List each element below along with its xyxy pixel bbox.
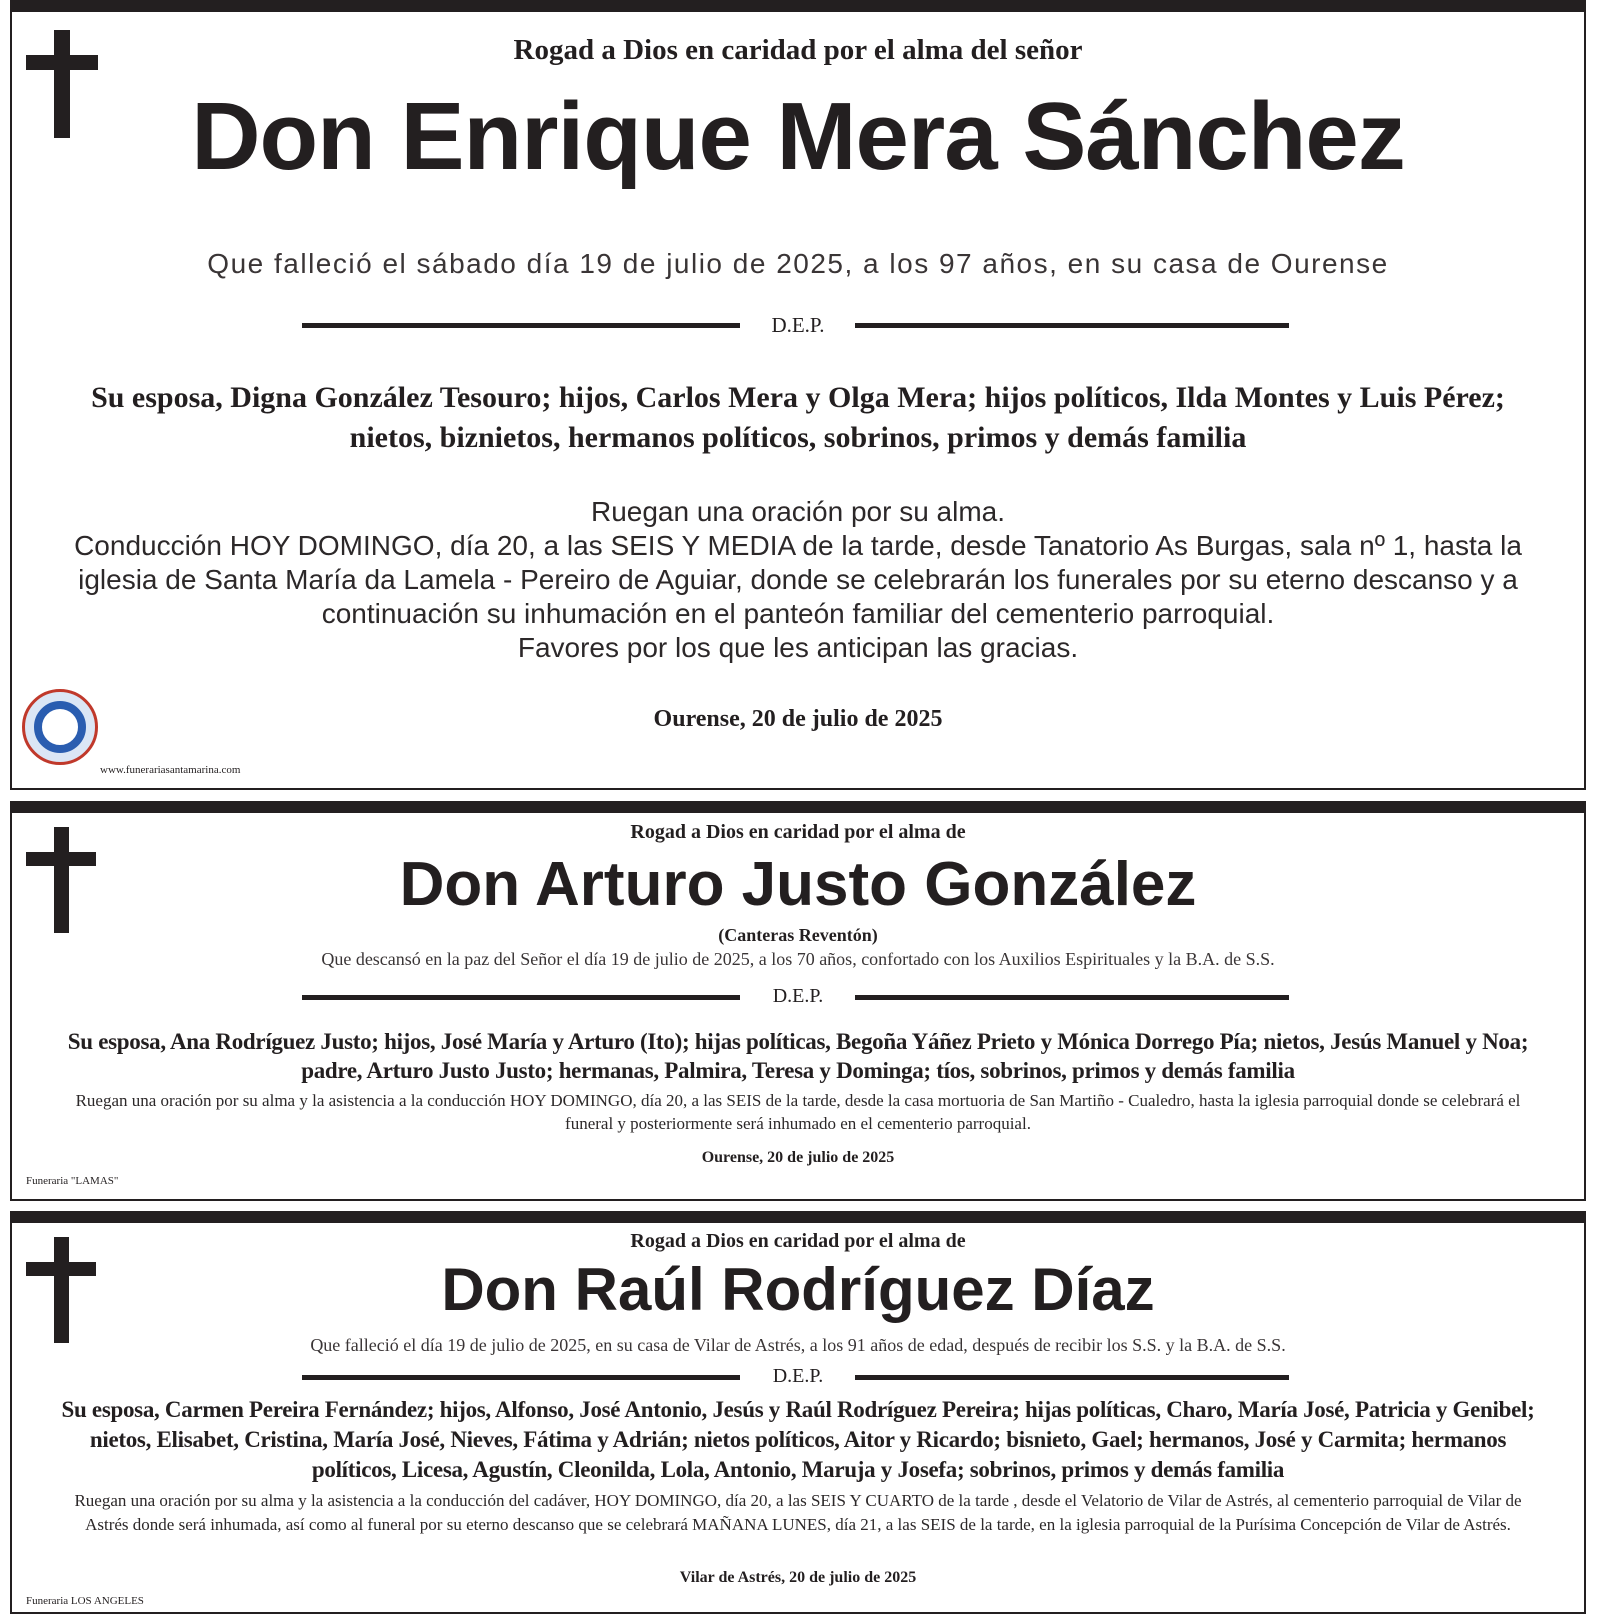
- body-line: Favores por los que les anticipan las gracias.: [517, 632, 1079, 663]
- notice-date: Ourense, 20 de julio de 2025: [653, 706, 943, 732]
- deceased-nickname: (Canteras Reventón): [718, 925, 878, 945]
- obituary-notice-1: [10, 0, 1586, 790]
- funeral-home-name: Funeraria "LAMAS": [26, 1175, 119, 1187]
- dep-divider: [12, 315, 1584, 335]
- service-details: Ruegan una oración por su alma y la asistencia a la conducción del cadáver, HOY DOMINGO, día 20, a las SEIS Y CUARTO de la tarde , desde el Velatorio de Vilar de Astrés, al cementerio parroquial de Vilar de Astrés donde será inhumada, así como al funeral por su eterno descanso que se celebrará MAÑANA LUNES, día 21, a las SEIS de la tarde, en la iglesia parroquial de la Purísima Concepción de Vilar de Astrés.: [74, 1491, 1522, 1534]
- notice-date: Vilar de Astrés, 20 de julio de 2025: [679, 1569, 917, 1586]
- death-statement: Que descansó en la paz del Señor el día 19 de julio de 2025, a los 70 años, confortado con los Auxilios Espirituales y la B.A. de S.S.: [321, 949, 1275, 969]
- service-details: Ruegan una oración por su alma y la asistencia a la conducción HOY DOMINGO, día 20, a las SEIS de la tarde, desde la casa mortuoria de San Martiño - Cualedro, hasta la iglesia parroquial donde se celebrará el funeral y posteriormente será inhumado en el cementerio parroquial.: [75, 1091, 1521, 1133]
- obituary-notice-3: [10, 1211, 1586, 1614]
- dep-divider: [12, 1367, 1584, 1387]
- dep-label: D.E.P.: [772, 1365, 824, 1387]
- prayer-heading: Rogad a Dios en caridad por el alma del señor: [513, 34, 1083, 66]
- funeral-home-logo-icon: [22, 689, 98, 765]
- family-list: Su esposa, Ana Rodríguez Justo; hijos, José María y Arturo (Ito); hijas políticas, Begoña Yáñez Prieto y Mónica Dorrego Pía; nietos, Jesús Manuel y Noa; padre, Arturo Justo Justo; hermanas, Palmira, Teresa y Dominga; tíos, sobrinos, primos y demás familia: [67, 1029, 1529, 1083]
- body-line: Ruegan una oración por su alma.: [590, 496, 1006, 527]
- prayer-heading: Rogad a Dios en caridad por el alma de: [630, 1230, 966, 1252]
- divider-line-right: [855, 1375, 1289, 1380]
- prayer-heading: Rogad a Dios en caridad por el alma de: [630, 821, 966, 843]
- body-line: Conducción HOY DOMINGO, día 20, a las SEIS Y MEDIA de la tarde, desde Tanatorio As Burgas, sala nº 1, hasta la iglesia de Santa María da Lamela - Pereiro de Aguiar, donde se celebrarán los funerales por su eterno descanso y a continuación su inhumación en el panteón familiar del cementerio parroquial.: [74, 530, 1522, 629]
- family-list: Su esposa, Carmen Pereira Fernández; hijos, Alfonso, José Antonio, Jesús y Raúl Rodríguez Pereira; hijas políticas, Charo, María José, Patricia y Genibel; nietos, Elisabet, Cristina, María José, Nieves, Fátima y Adrián; nietos políticos, Aitor y Ricardo; bisnieto, Gael; hermanos, José y Carmita; hermanos políticos, Licesa, Agustín, Cleonilda, Lola, Antonio, Maruja y Josefa; sobrinos, primos y demás familia: [61, 1397, 1535, 1482]
- dep-label: D.E.P.: [771, 313, 825, 337]
- deceased-name: Don Enrique Mera Sánchez: [191, 83, 1405, 190]
- funeral-home-name: Funeraria LOS ANGELES: [26, 1595, 144, 1607]
- deceased-name: Don Raúl Rodríguez Díaz: [441, 1256, 1155, 1323]
- service-details: [12, 495, 1584, 665]
- dep-label: D.E.P.: [772, 985, 824, 1007]
- divider-line-right: [855, 995, 1289, 1000]
- death-statement: Que falleció el sábado día 19 de julio de 2025, a los 97 años, en su casa de Ourense: [207, 248, 1389, 279]
- death-statement: Que falleció el día 19 de julio de 2025, en su casa de Vilar de Astrés, a los 91 años de edad, después de recibir los S.S. y la B.A. de S.S.: [310, 1335, 1286, 1355]
- divider-line-right: [855, 323, 1289, 328]
- family-list: Su esposa, Digna González Tesouro; hijos, Carlos Mera y Olga Mera; hijos políticos, Ilda Montes y Luis Pérez; nietos, biznietos, hermanos políticos, sobrinos, primos y demás familia: [91, 381, 1505, 454]
- notice-date: Ourense, 20 de julio de 2025: [701, 1149, 895, 1166]
- dep-divider: [12, 987, 1584, 1007]
- obituary-notice-2: [10, 801, 1586, 1201]
- funeral-home-website: www.funerariasantamarina.com: [100, 764, 241, 776]
- deceased-name: Don Arturo Justo González: [399, 850, 1197, 919]
